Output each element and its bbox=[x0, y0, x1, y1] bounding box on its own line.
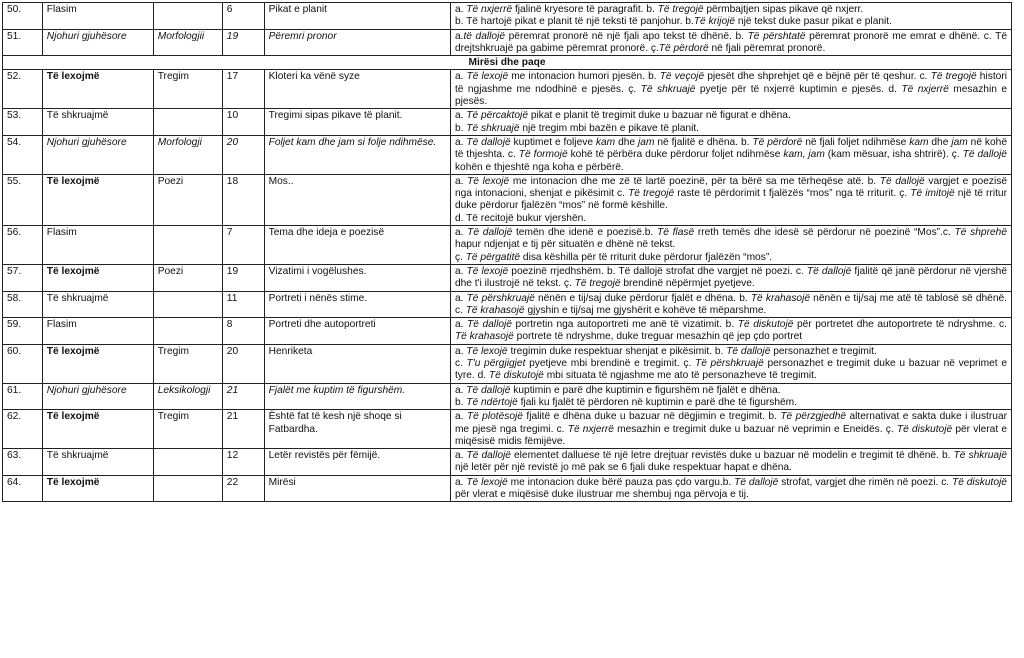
objective-text: Të dallojë bbox=[962, 149, 1007, 161]
objective-text: Të dallojë bbox=[726, 345, 771, 357]
table-row bbox=[3, 70, 1012, 109]
objective-text: Të plotësojë bbox=[466, 411, 523, 423]
objective-text: Të dallojë bbox=[467, 227, 513, 239]
objective-line bbox=[455, 385, 1007, 397]
subject-area-cell: Flasim bbox=[42, 318, 153, 345]
lesson-number-cell: 58. bbox=[3, 291, 43, 318]
objective-text: Të lexojë bbox=[466, 265, 509, 277]
objective-text: personazhet e tregimit. bbox=[770, 345, 877, 357]
objective-text: përemrat pronorë me emrat e dhënë. c. Të drejtshkruajë pa gabime përemrat pronorë. ç. bbox=[454, 30, 1008, 54]
objective-text: për vlerat e miqësisë midis fëmijëve. bbox=[454, 423, 1008, 447]
objectives-cell bbox=[450, 383, 1011, 410]
objective-text: d. Të recitojë bukur vjershën. bbox=[454, 212, 587, 224]
objective-text: një tregim mbi bazën e pikave të planit. bbox=[519, 122, 700, 134]
objective-text: dhe bbox=[615, 136, 639, 148]
hour-count-cell: 10 bbox=[222, 109, 264, 136]
objective-text: Të përgatitë bbox=[465, 251, 521, 263]
objective-text: a. bbox=[454, 136, 467, 148]
table-row bbox=[3, 383, 1012, 410]
objective-text: a. bbox=[454, 450, 467, 462]
table-row bbox=[3, 3, 1012, 30]
objective-text: Të përdorë bbox=[658, 42, 709, 54]
table-row bbox=[3, 291, 1012, 318]
objective-text: për portretet dhe autoportrete të ndryshme. c. bbox=[793, 319, 1007, 331]
objective-line bbox=[455, 411, 1007, 448]
topic-cell: Pikat e planit bbox=[264, 3, 450, 30]
objective-text: ç. bbox=[454, 251, 466, 263]
objective-text: gjyshin e tij/saj me gjyshërit e kohëve të mëparshme. bbox=[524, 304, 767, 316]
objective-line bbox=[455, 16, 1007, 28]
objective-line bbox=[455, 450, 1007, 475]
objective-text: a. bbox=[454, 319, 468, 331]
objective-text: Të përshkruajë bbox=[694, 358, 764, 370]
objective-text: Të nxjerrë bbox=[466, 4, 513, 15]
objective-text: përmbajtjen sipas pikave që nxjerr. bbox=[703, 4, 864, 15]
objective-text: jam bbox=[808, 149, 825, 161]
objectives-cell bbox=[450, 410, 1011, 449]
lesson-number-cell: 53. bbox=[3, 109, 43, 136]
hour-count-cell: 21 bbox=[222, 383, 264, 410]
objective-text: a. bbox=[454, 384, 467, 396]
category-cell: Poezi bbox=[153, 264, 222, 291]
section-header-row bbox=[3, 56, 1012, 70]
objective-text: mesazhin e pjesës. bbox=[454, 83, 1007, 108]
lesson-number-cell: 63. bbox=[3, 449, 43, 476]
objective-text: poezinë rrjedhshëm. b. Të dallojë strofat dhe vargjet në poezi. c. bbox=[508, 265, 807, 277]
table-row bbox=[3, 318, 1012, 345]
objective-text: Të diskutojë bbox=[488, 370, 544, 382]
lesson-number-cell: 62. bbox=[3, 410, 43, 449]
objective-text: Të veçojë bbox=[659, 71, 705, 83]
hour-count-cell: 18 bbox=[222, 174, 264, 225]
lesson-number-cell: 55. bbox=[3, 174, 43, 225]
objective-text: me intonacion duke bërë pauza pas çdo vargu.b. bbox=[507, 476, 735, 488]
objective-text: Të lexojë bbox=[466, 71, 509, 83]
objective-text: në fjali përemrat pronorë. bbox=[708, 42, 826, 54]
objective-text: a. bbox=[454, 345, 467, 357]
objective-text: mesazhin e tregimit duke u bazuar në veprimin e Eneidës. ç. bbox=[613, 423, 897, 435]
objective-text: fjalitë e dhëna duke u bazuar në dëgjimin e tregimit. b. bbox=[522, 411, 781, 423]
objective-text: me intonacion dhe me zë të lartë poezinë, për ta bërë sa me tërheqëse atë. b. bbox=[509, 175, 880, 187]
table-row bbox=[3, 475, 1012, 502]
objective-text: nënën e tij/saj me atë të tablosë së dhënë. c. bbox=[454, 292, 1008, 316]
hour-count-cell: 7 bbox=[222, 226, 264, 265]
category-cell bbox=[153, 226, 222, 265]
hour-count-cell: 17 bbox=[222, 70, 264, 109]
subject-area-cell: Njohuri gjuhësore bbox=[42, 29, 153, 56]
objective-text: në fjali foljet ndihmëse bbox=[802, 136, 910, 148]
hour-count-cell: 11 bbox=[222, 291, 264, 318]
objective-text: pjesët dhe shprehjet që e bëjnë për të qeshur. c. bbox=[704, 71, 931, 83]
objective-text: Të diskutojë bbox=[896, 423, 953, 435]
objective-text: a. bbox=[454, 227, 468, 239]
objectives-cell bbox=[450, 3, 1011, 30]
objective-text: për vlerat e miqësisë duke ilustruar me shembuj nga përvoja e tij. bbox=[454, 488, 749, 500]
topic-cell: Portreti i nënës stime. bbox=[264, 291, 450, 318]
objective-text: kam bbox=[909, 136, 929, 148]
topic-cell: Është fat të kesh një shoqe si Fatbardha. bbox=[264, 410, 450, 449]
objective-line bbox=[455, 31, 1007, 56]
topic-cell: Vizatimi i vogëlushes. bbox=[264, 264, 450, 291]
objective-text: Të diskutojë bbox=[737, 319, 794, 331]
category-cell: Tregim bbox=[153, 410, 222, 449]
objective-text: Të tregojë bbox=[657, 4, 704, 15]
objective-text: tregimin duke respektuar shenjat e pikësimit. b. bbox=[507, 345, 727, 357]
objective-text: Të ndërtojë bbox=[466, 396, 518, 408]
objective-text: Të tregojë bbox=[574, 278, 621, 290]
subject-area-cell: Flasim bbox=[42, 3, 153, 30]
objective-text: elementet dalluese të një letre drejtuar revistës duke u bazuar në modelin e tregimit të dhënë. b. bbox=[510, 450, 954, 462]
subject-area-cell: Të lexojmë bbox=[42, 70, 153, 109]
objective-text: Të flasë bbox=[656, 227, 695, 239]
objective-text: Të krahasojë bbox=[465, 304, 525, 316]
topic-cell: Përemri pronor bbox=[264, 29, 450, 56]
objective-text: Të diskutojë bbox=[952, 476, 1007, 488]
objective-line bbox=[455, 477, 1007, 502]
table-row bbox=[3, 29, 1012, 56]
lesson-number-cell: 56. bbox=[3, 226, 43, 265]
objective-text: Të përdorë bbox=[752, 136, 803, 148]
objective-line bbox=[455, 358, 1007, 383]
objective-text: Të krijojë bbox=[693, 16, 736, 28]
objective-text: Të shprehë bbox=[954, 227, 1007, 239]
objective-text: fjalitë që janë përdorur në vjershë dhe t'i ilustrojë në tekst. ç. bbox=[454, 265, 1008, 290]
hour-count-cell: 20 bbox=[222, 135, 264, 174]
table-row bbox=[3, 410, 1012, 449]
objective-text: në fjalitë e dhëna. b. bbox=[654, 136, 753, 148]
objective-line bbox=[455, 293, 1007, 318]
table-row bbox=[3, 109, 1012, 136]
objective-text: Të krahasojë bbox=[454, 331, 514, 343]
objectives-cell bbox=[450, 344, 1011, 383]
lesson-number-cell: 57. bbox=[3, 264, 43, 291]
objective-text: b. bbox=[454, 396, 467, 408]
topic-cell: Fjalët me kuptim të figurshëm. bbox=[264, 383, 450, 410]
objective-text: a. bbox=[454, 4, 467, 15]
objective-text: jam bbox=[638, 136, 655, 148]
objective-text: Të lexojë bbox=[467, 175, 510, 187]
subject-area-cell: Të shkruajmë bbox=[42, 291, 153, 318]
topic-cell: Tregimi sipas pikave të planit. bbox=[264, 109, 450, 136]
table-row bbox=[3, 226, 1012, 265]
objective-text: një letër për një revistë jo më pak se 6 fjali duke respektuar hapat e dhëna. bbox=[454, 462, 792, 474]
objectives-cell bbox=[450, 135, 1011, 174]
objective-text: kuptimin e parë dhe kuptimin e figurshëm në fjalët e dhëna. bbox=[510, 384, 781, 396]
objective-text: kam bbox=[595, 136, 616, 148]
objective-line bbox=[455, 266, 1007, 291]
category-cell bbox=[153, 3, 222, 30]
lesson-number-cell: 50. bbox=[3, 3, 43, 30]
objective-text: T'u përgjigjet bbox=[466, 358, 526, 370]
topic-cell: Henriketa bbox=[264, 344, 450, 383]
objective-line bbox=[455, 227, 1007, 252]
objective-text: portrete të ndryshme, duke treguar mesazhin që jep çdo portret bbox=[513, 331, 803, 343]
objective-line bbox=[455, 71, 1007, 108]
objective-text: jam bbox=[951, 136, 968, 148]
table-row bbox=[3, 344, 1012, 383]
objective-text: a. bbox=[454, 110, 467, 122]
objective-text: mbi situata të ngjashme me ato të personazheve të tregimit. bbox=[543, 370, 817, 382]
objective-text: Të tregojë bbox=[930, 71, 977, 83]
objective-text: kohën e thjeshtë nga koha e përbërë. bbox=[454, 161, 624, 173]
objective-text: raste të përdorimit t fjalëzës “mos” nga të rriturit. ç. bbox=[674, 188, 911, 200]
objectives-cell bbox=[450, 318, 1011, 345]
lesson-number-cell: 61. bbox=[3, 383, 43, 410]
objective-text: Të nxjerrë bbox=[901, 83, 949, 95]
objective-text: Të dallojë bbox=[466, 136, 511, 148]
objective-text: fjalinë kryesore të paragrafit. b. bbox=[512, 4, 658, 15]
objective-text: Të lexojë bbox=[466, 345, 508, 357]
objectives-cell bbox=[450, 109, 1011, 136]
lesson-number-cell: 64. bbox=[3, 475, 43, 502]
objectives-cell bbox=[450, 291, 1011, 318]
objectives-cell bbox=[450, 70, 1011, 109]
subject-area-cell: Të shkruajmë bbox=[42, 109, 153, 136]
objective-text: në kohë të thjeshta. c. bbox=[454, 136, 1007, 161]
category-cell bbox=[153, 318, 222, 345]
objective-text: Të nxjerrë bbox=[567, 423, 614, 435]
subject-area-cell: Njohuri gjuhësore bbox=[42, 383, 153, 410]
objective-text: a. bbox=[454, 71, 467, 83]
lesson-number-cell: 60. bbox=[3, 344, 43, 383]
objective-text: Të shkruajë bbox=[466, 122, 520, 134]
hour-count-cell: 12 bbox=[222, 449, 264, 476]
objectives-cell bbox=[450, 174, 1011, 225]
topic-cell: Letër revistës për fëmijë. bbox=[264, 449, 450, 476]
category-cell: Morfologjii bbox=[153, 29, 222, 56]
objective-text: rreth temës dhe idesë së përdorur në poezinë “Mos”.c. bbox=[694, 227, 955, 239]
objective-text: c. bbox=[454, 358, 467, 370]
objective-text: dhe bbox=[928, 136, 952, 148]
hour-count-cell: 19 bbox=[222, 29, 264, 56]
objective-line bbox=[455, 4, 1007, 16]
hour-count-cell: 6 bbox=[222, 3, 264, 30]
objective-text: Të tregojë bbox=[628, 188, 675, 200]
objectives-cell bbox=[450, 264, 1011, 291]
objective-text: histori të ngjashme me ndodhinë e pjesës. ç. bbox=[454, 71, 1007, 95]
objectives-cell bbox=[450, 475, 1011, 502]
curriculum-table-body bbox=[3, 3, 1012, 502]
topic-cell: Foljet kam dhe jam si folje ndihmëse. bbox=[264, 135, 450, 174]
objective-line bbox=[455, 346, 1007, 358]
objective-text: Të lexojë bbox=[466, 476, 508, 488]
topic-cell: Mirësi bbox=[264, 475, 450, 502]
objective-text: nënën e tij/saj duke përdorur fjalët e dhëna. b. bbox=[534, 292, 751, 304]
objectives-cell bbox=[450, 449, 1011, 476]
objective-text: Të përshkruajë bbox=[466, 292, 535, 304]
objective-line bbox=[455, 319, 1007, 344]
objective-text: Të përshtatë bbox=[747, 30, 806, 42]
category-cell bbox=[153, 109, 222, 136]
objective-text: pyetje për të nxjerrë kuptimin e pjesës. d. bbox=[695, 83, 902, 95]
category-cell bbox=[153, 475, 222, 502]
objective-text: me intonacion humori pjesën. b. bbox=[508, 71, 660, 83]
subject-area-cell: Të lexojmë bbox=[42, 410, 153, 449]
objective-text: Të dallojë bbox=[466, 384, 511, 396]
category-cell: Poezi bbox=[153, 174, 222, 225]
objective-text: portretin nga autoportreti me anë të vizatimit. b. bbox=[511, 319, 738, 331]
topic-cell: Portreti dhe autoportreti bbox=[264, 318, 450, 345]
objective-text: brendinë nëpërmjet pyetjeve. bbox=[620, 278, 755, 290]
objective-text: përemrat pronorë në një fjali apo tekst të dhënë. b. bbox=[505, 30, 748, 42]
subject-area-cell: Të lexojmë bbox=[42, 264, 153, 291]
subject-area-cell: Njohuri gjuhësore bbox=[42, 135, 153, 174]
objective-text: strofat, vargjet dhe rimën në poezi. c. bbox=[778, 476, 952, 488]
objective-text: pyetjeve mbi brendinë e tregimit. ç. bbox=[525, 358, 695, 370]
objective-text: Të krahasojë bbox=[750, 292, 811, 304]
objective-text: a. bbox=[454, 265, 467, 277]
objective-text: (kam mësuar, isha shtrirë). ç. bbox=[824, 149, 963, 161]
category-cell: Tregim bbox=[153, 70, 222, 109]
objective-text: personazhet e tregimit duke u bazuar në veprimet e tyre. d. bbox=[454, 358, 1007, 382]
objective-text: të dallojë bbox=[463, 30, 506, 42]
objective-text: Të dallojë bbox=[467, 319, 512, 331]
objective-line bbox=[455, 397, 1007, 409]
objective-text: një tekst duke pasur pikat e planit. bbox=[735, 16, 892, 28]
objective-text: temën dhe idenë e poezisë.b. bbox=[512, 227, 657, 239]
objective-line bbox=[455, 252, 1007, 264]
lesson-number-cell: 52. bbox=[3, 70, 43, 109]
subject-area-cell: Të lexojmë bbox=[42, 344, 153, 383]
hour-count-cell: 22 bbox=[222, 475, 264, 502]
objective-text: a. bbox=[454, 175, 468, 187]
objective-text: Të shkruajë bbox=[953, 450, 1007, 462]
objective-text: a. bbox=[454, 292, 467, 304]
objective-text: Të dallojë bbox=[879, 175, 925, 187]
topic-cell: Mos.. bbox=[264, 174, 450, 225]
objective-line bbox=[455, 213, 1007, 225]
objective-text: fjali ku fjalët të përdoren në kuptimin e parë dhe të figurshëm. bbox=[517, 396, 797, 408]
subject-area-cell: Të lexojmë bbox=[42, 174, 153, 225]
objective-text: hapur ndjenjat e tij për situatën e dhënë në tekst. bbox=[454, 239, 676, 251]
objective-text: disa këshilla për të rriturit duke përdorur fjalëzën “mos”. bbox=[520, 251, 773, 263]
category-cell: Leksikologji bbox=[153, 383, 222, 410]
table-row bbox=[3, 449, 1012, 476]
lesson-number-cell: 54. bbox=[3, 135, 43, 174]
category-cell bbox=[153, 449, 222, 476]
topic-cell: Tema dhe ideja e poezisë bbox=[264, 226, 450, 265]
table-row bbox=[3, 135, 1012, 174]
objective-line bbox=[455, 176, 1007, 213]
objective-text: b. bbox=[454, 122, 467, 134]
objective-text: Të përzgjedhë bbox=[780, 411, 847, 423]
objective-text: vargjet e poezisë nga intonacioni, shenjat e pikësimit c. bbox=[454, 175, 1007, 200]
objective-text: a. bbox=[454, 30, 464, 42]
objective-text: Të dallojë bbox=[806, 265, 852, 277]
objective-text: Të imitojë bbox=[910, 188, 955, 200]
table-row bbox=[3, 174, 1012, 225]
category-cell bbox=[153, 291, 222, 318]
objectives-cell bbox=[450, 29, 1011, 56]
objective-line bbox=[455, 137, 1007, 174]
topic-cell: Kloteri ka vënë syze bbox=[264, 70, 450, 109]
category-cell: Tregim bbox=[153, 344, 222, 383]
objective-text: a. bbox=[454, 411, 467, 423]
hour-count-cell: 8 bbox=[222, 318, 264, 345]
objective-text: një të rritur duke përdorur fjalëzën “mos” në formë këshille. bbox=[454, 188, 1007, 212]
lesson-number-cell: 51. bbox=[3, 29, 43, 56]
subject-area-cell: Të lexojmë bbox=[42, 475, 153, 502]
objective-text: Të shkruajë bbox=[640, 83, 696, 95]
objective-text: kam, bbox=[783, 149, 806, 161]
objective-text: Të dallojë bbox=[734, 476, 779, 488]
hour-count-cell: 19 bbox=[222, 264, 264, 291]
section-title: Mirësi dhe paqe bbox=[3, 56, 1012, 70]
objective-text: Të dallojë bbox=[466, 450, 511, 462]
objective-line bbox=[455, 110, 1007, 122]
table-row bbox=[3, 264, 1012, 291]
hour-count-cell: 21 bbox=[222, 410, 264, 449]
objective-text: kuptimet e foljeve bbox=[510, 136, 596, 148]
objective-text: Të përcaktojë bbox=[466, 110, 528, 122]
subject-area-cell: Flasim bbox=[42, 226, 153, 265]
objective-text: alternativat e sakta duke i ilustruar me pjesë nga tregimi. c. bbox=[454, 411, 1007, 435]
objective-text: a. bbox=[454, 476, 467, 488]
hour-count-cell: 20 bbox=[222, 344, 264, 383]
objective-text: Të formojë bbox=[518, 149, 568, 161]
objectives-cell bbox=[450, 226, 1011, 265]
objective-text: pikat e planit të tregimit duke u bazuar në figurat e dhëna. bbox=[528, 110, 791, 122]
objective-line bbox=[455, 123, 1007, 135]
subject-area-cell: Të shkruajmë bbox=[42, 449, 153, 476]
curriculum-table bbox=[2, 2, 1012, 502]
objective-text: b. Të hartojë pikat e planit të një teksti të panjohur. b. bbox=[454, 16, 694, 28]
lesson-number-cell: 59. bbox=[3, 318, 43, 345]
category-cell: Morfologji bbox=[153, 135, 222, 174]
objective-text: kohë të përbëra duke përdorur foljet ndihmëse bbox=[567, 149, 784, 161]
